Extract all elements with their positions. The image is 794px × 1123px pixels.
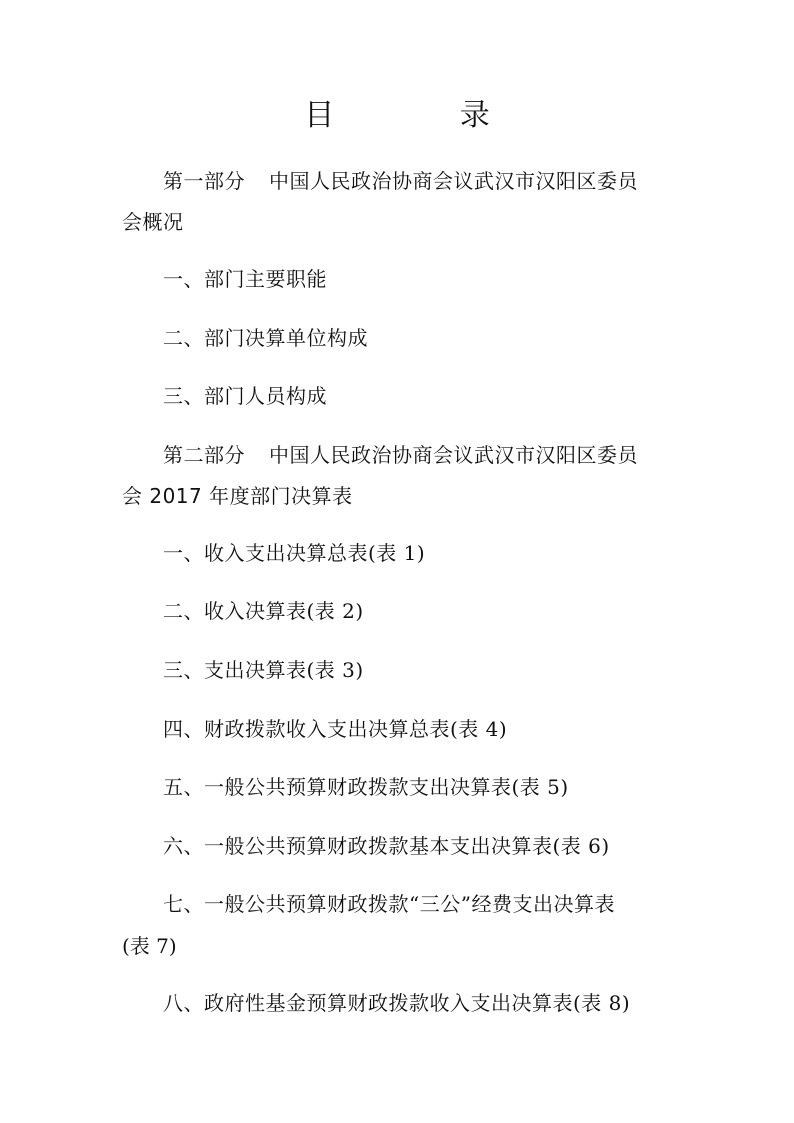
toc-item: 四、财政拨款收入支出决算总表(表 4): [163, 717, 508, 741]
toc-item: 一、部门主要职能: [163, 267, 327, 291]
part1-heading-line1: 中国人民政治协商会议武汉市汉阳区委员: [269, 169, 638, 193]
part1-heading-line2: 会概况: [122, 210, 184, 234]
toc-item-8: 八、政府性基金预算财政拨款收入支出决算表(表 8): [163, 991, 631, 1015]
part1-label: 第一部分: [163, 169, 245, 193]
part2-heading-line2: 会 2017 年度部门决算表: [122, 484, 353, 508]
toc-item: 三、支出决算表(表 3): [163, 658, 364, 682]
page-title: 目 录: [304, 98, 548, 133]
part2-label: 第二部分: [163, 443, 245, 467]
toc-item: 二、部门决算单位构成: [163, 326, 368, 350]
part2-heading: [163, 441, 638, 469]
toc-item: 三、部门人员构成: [163, 384, 327, 408]
toc-item: 二、收入决算表(表 2): [163, 599, 364, 623]
part2-heading-line1: 中国人民政治协商会议武汉市汉阳区委员: [269, 443, 638, 467]
toc-item-7: 七、一般公共预算财政拨款“三公”经费支出决算表: [163, 892, 615, 916]
toc-item-7-continued: (表 7): [122, 934, 177, 958]
part1-heading: [163, 167, 638, 195]
toc-item: 五、一般公共预算财政拨款支出决算表(表 5): [163, 775, 569, 799]
toc-item: 一、收入支出决算总表(表 1): [163, 541, 426, 565]
toc-item: 六、一般公共预算财政拨款基本支出决算表(表 6): [163, 834, 610, 858]
